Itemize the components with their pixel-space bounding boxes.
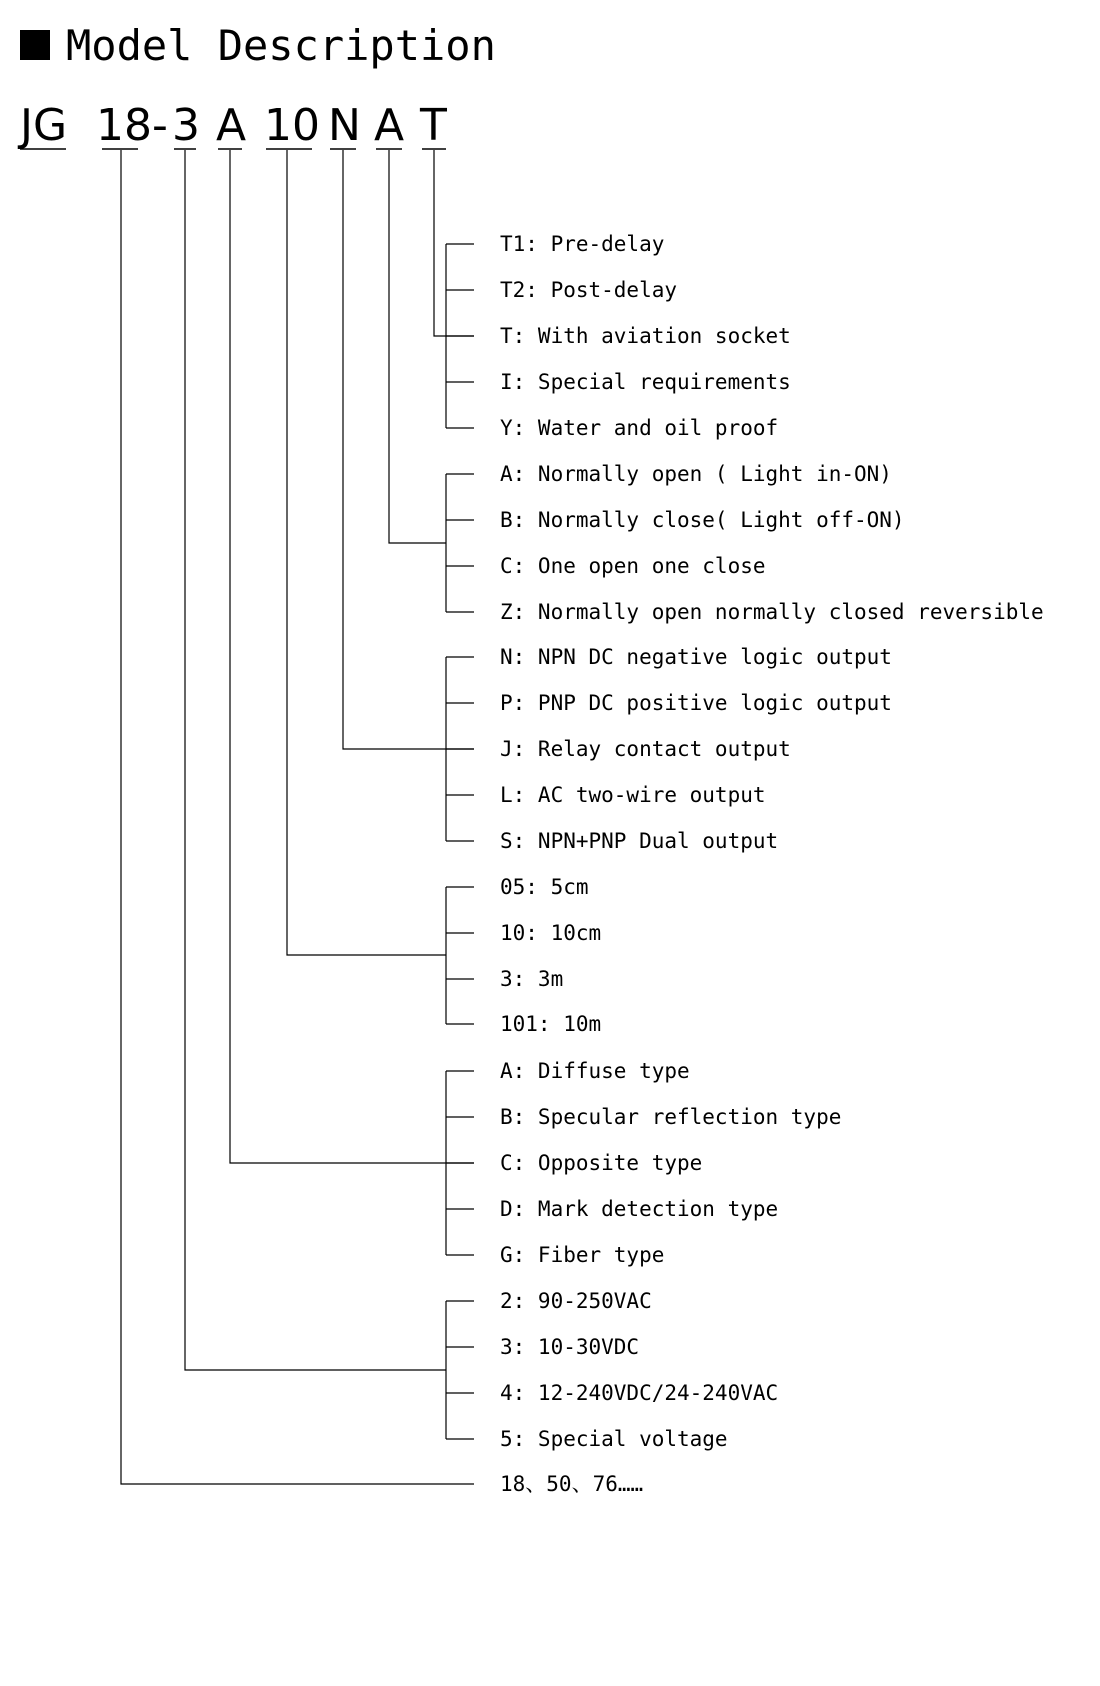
option-label: 05: 5cm bbox=[500, 875, 589, 899]
option-label: I: Special requirements bbox=[500, 370, 791, 394]
option-label: 5: Special voltage bbox=[500, 1427, 728, 1451]
connector-voltage bbox=[185, 150, 446, 1370]
option-label: C: One open one close bbox=[500, 554, 766, 578]
model-part-distance: 10 bbox=[264, 100, 320, 151]
connector-contact bbox=[389, 150, 446, 543]
option-label: D: Mark detection type bbox=[500, 1197, 779, 1221]
connector-output bbox=[343, 150, 474, 749]
option-label: G: Fiber type bbox=[500, 1243, 665, 1267]
option-label: P: PNP DC positive logic output bbox=[500, 691, 892, 715]
option-label: J: Relay contact output bbox=[500, 737, 791, 761]
option-label: Z: Normally open normally closed reversible bbox=[500, 600, 1044, 624]
model-part-detection-type: A bbox=[216, 100, 247, 151]
option-label: N: NPN DC negative logic output bbox=[500, 645, 892, 669]
option-label: A: Normally open ( Light in-ON) bbox=[500, 462, 892, 486]
option-label: S: NPN+PNP Dual output bbox=[500, 829, 779, 853]
model-part-size: 18 bbox=[96, 100, 152, 151]
model-part-contact: A bbox=[374, 100, 405, 151]
connector-size bbox=[121, 150, 474, 1484]
option-label: T2: Post-delay bbox=[500, 278, 678, 302]
option-label: A: Diffuse type bbox=[500, 1059, 690, 1083]
connector-distance bbox=[287, 150, 446, 955]
option-label: 3: 3m bbox=[500, 967, 564, 991]
title-square-icon bbox=[20, 30, 50, 60]
option-label: L: AC two-wire output bbox=[500, 783, 766, 807]
option-label: 2: 90-250VAC bbox=[500, 1289, 652, 1313]
option-labels bbox=[500, 232, 1044, 1496]
connector-detection-type bbox=[230, 150, 474, 1163]
model-part-output: N bbox=[328, 100, 361, 151]
option-label: B: Normally close( Light off-ON) bbox=[500, 508, 905, 532]
option-label: 3: 10-30VDC bbox=[500, 1335, 640, 1359]
page-title: Model Description bbox=[66, 21, 496, 70]
option-label: C: Opposite type bbox=[500, 1151, 703, 1175]
model-part-dash: - bbox=[152, 100, 168, 151]
connector-t bbox=[434, 150, 474, 336]
option-label: T: With aviation socket bbox=[500, 324, 791, 348]
option-label: 101: 10m bbox=[500, 1012, 602, 1036]
option-brackets bbox=[446, 244, 474, 1439]
option-label: 18、50、76…… bbox=[500, 1472, 644, 1496]
option-label: B: Specular reflection type bbox=[500, 1105, 842, 1129]
model-part-jg: JG bbox=[20, 100, 68, 151]
model-part-extra: T bbox=[420, 100, 447, 151]
model-part-voltage: 3 bbox=[172, 100, 200, 151]
connector-lines bbox=[121, 150, 474, 1484]
option-label: T1: Pre-delay bbox=[500, 232, 665, 256]
option-label: 4: 12-240VDC/24-240VAC bbox=[500, 1381, 779, 1405]
option-label: Y: Water and oil proof bbox=[500, 416, 779, 440]
option-label: 10: 10cm bbox=[500, 921, 602, 945]
